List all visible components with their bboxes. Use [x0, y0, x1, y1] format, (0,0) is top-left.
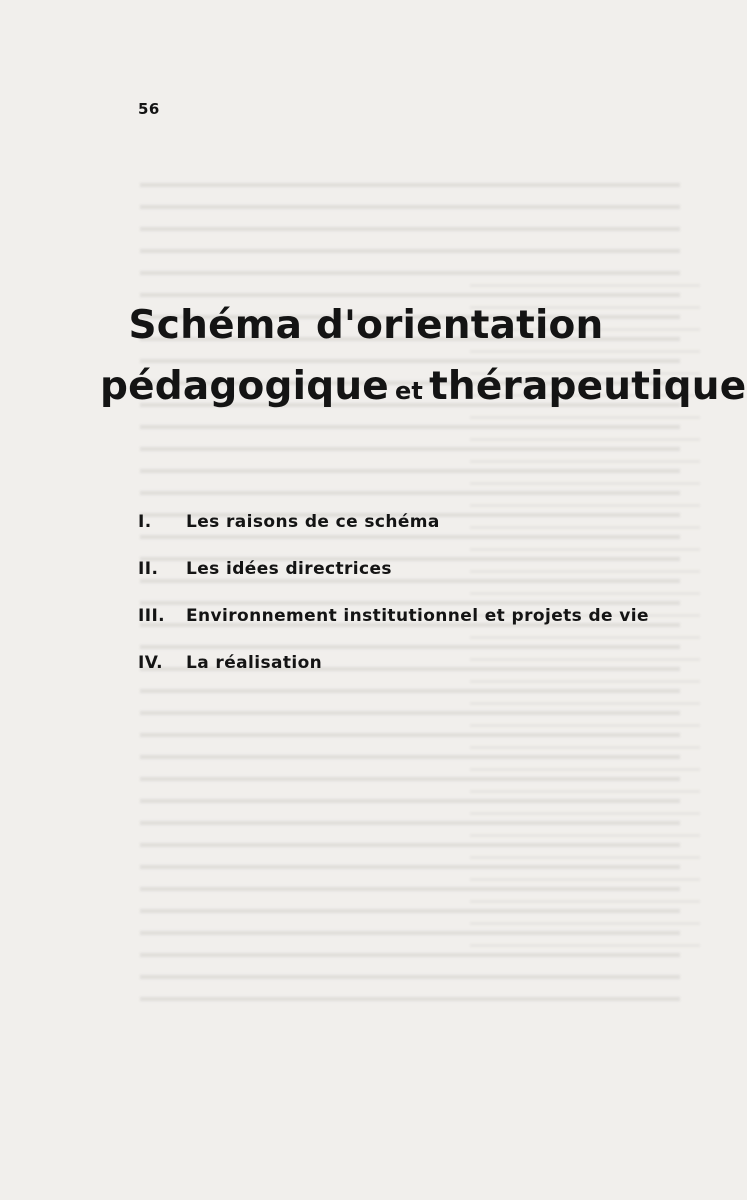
toc-item — [138, 559, 698, 606]
page-number: 56 — [138, 100, 160, 118]
title-word-pedagogique: pédagogique — [100, 364, 389, 409]
toc-item-number: I. — [138, 512, 152, 532]
toc-item-label: Environnement institutionnel et projets de vie — [186, 606, 649, 626]
toc-item — [138, 606, 698, 653]
toc-item — [138, 653, 698, 700]
toc-item-number: II. — [138, 559, 159, 579]
title-line-1: Schéma d'orientation — [128, 303, 604, 348]
toc-item-label: Les idées directrices — [186, 559, 392, 579]
toc-item-label: Les raisons de ce schéma — [186, 512, 440, 532]
toc-item-label: La réalisation — [186, 653, 323, 673]
title-line-2 — [100, 364, 747, 409]
toc-item-number: IV. — [138, 653, 163, 673]
title-word-therapeutique: thérapeutique — [429, 364, 747, 409]
title-conjunction: et — [394, 377, 424, 405]
toc-item-number: III. — [138, 606, 166, 626]
toc-item — [138, 512, 698, 559]
table-of-contents — [138, 512, 698, 700]
